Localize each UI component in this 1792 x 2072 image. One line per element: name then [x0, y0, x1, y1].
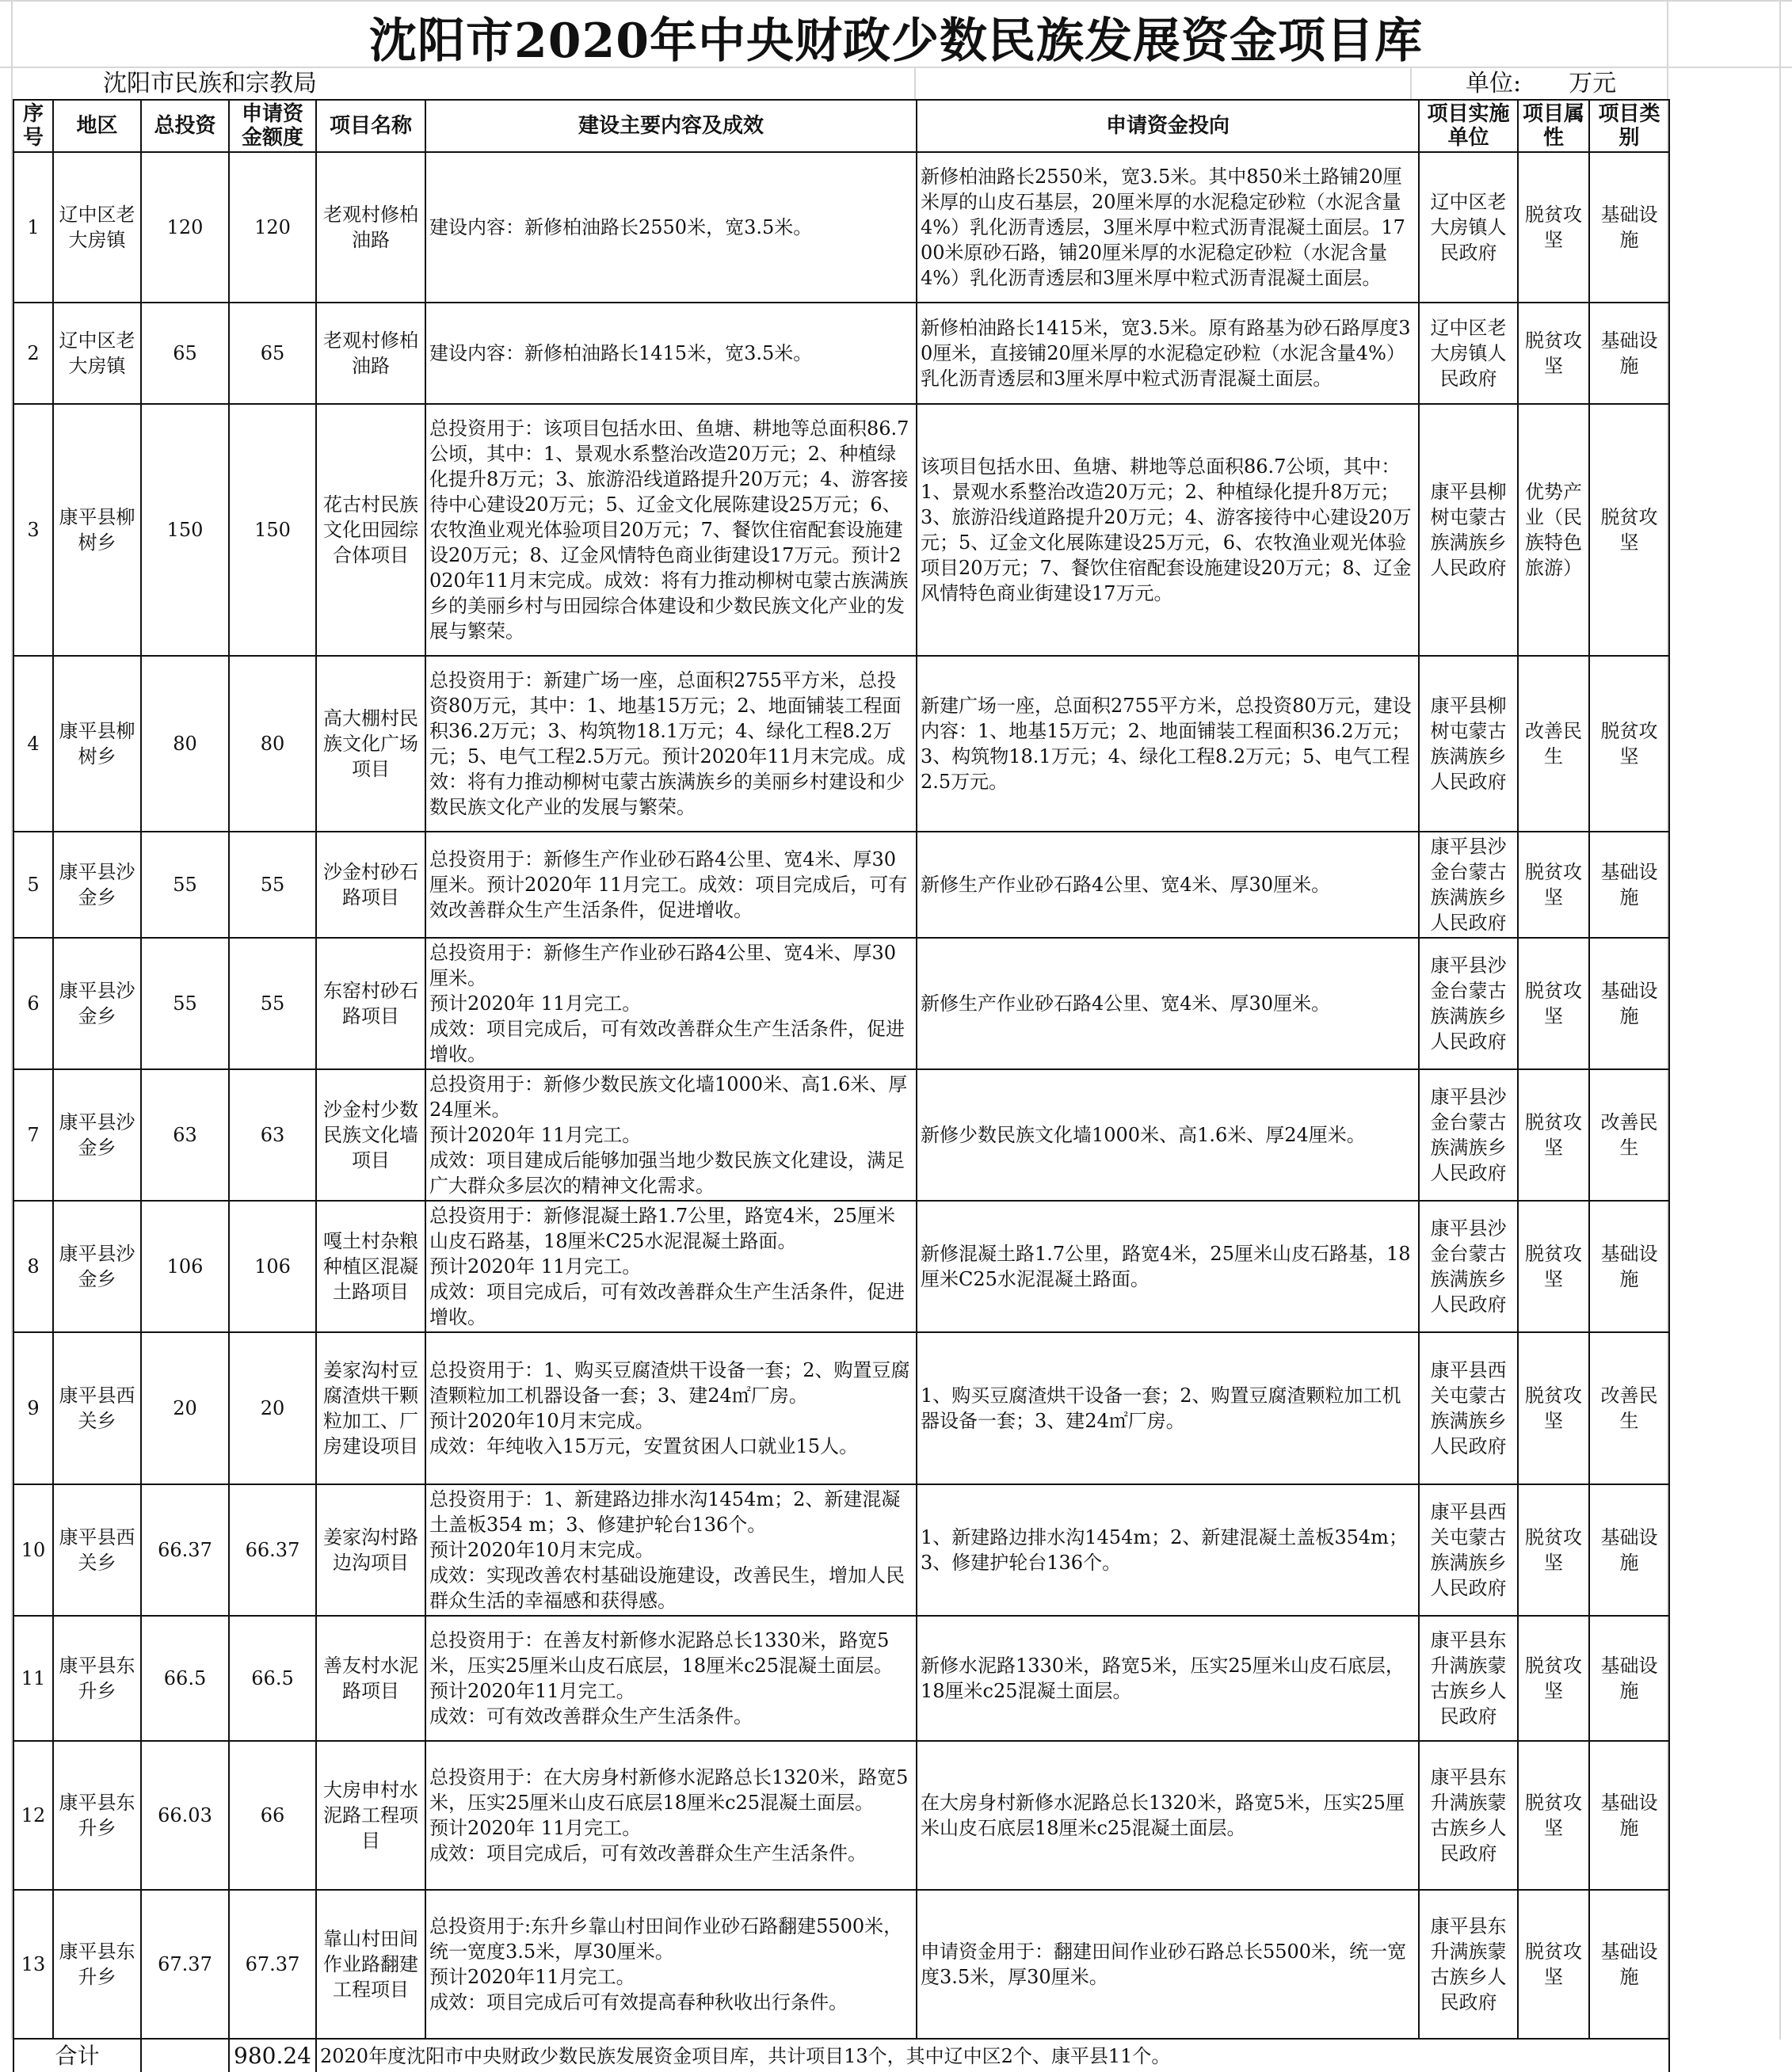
region-cell-text: 康平县沙金乡: [59, 980, 135, 1027]
table-row: [13, 1890, 1669, 2039]
project-name-cell: [316, 656, 425, 832]
implementing-unit-cell-text: 康平县沙金台蒙古族满族乡人民政府: [1430, 954, 1507, 1053]
total-apply: 980.24: [229, 2039, 316, 2072]
region-cell-text: 康平县柳树乡: [59, 506, 135, 554]
content-cell: [425, 1201, 917, 1332]
fund-direction-cell: [917, 1890, 1419, 2039]
apply-amount-cell-text: 120: [254, 216, 291, 238]
total-row: [13, 2039, 1669, 2072]
project-category-cell: [1589, 152, 1669, 303]
region-cell-text: 康平县柳树乡: [59, 720, 135, 767]
apply-amount-cell-text: 80: [260, 733, 285, 755]
region-cell-text: 康平县沙金乡: [59, 1111, 135, 1159]
implementing-unit-cell-text: 辽中区老大房镇人民政府: [1430, 191, 1507, 264]
fund-direction-cell: [917, 1616, 1419, 1741]
row-number-text: 3: [27, 519, 40, 541]
total-investment-cell: [141, 1741, 229, 1890]
header-cell: 项目类别: [1589, 100, 1669, 152]
project-name-cell: [316, 1741, 425, 1890]
project-name-cell: [316, 404, 425, 656]
apply-amount-cell: [229, 1484, 316, 1616]
project-attribute-cell: [1518, 1201, 1589, 1332]
table-row: [13, 1201, 1669, 1332]
region-cell: [53, 656, 141, 832]
row-number: [13, 1616, 53, 1741]
table-row: [13, 656, 1669, 832]
project-category-cell: [1589, 938, 1669, 1069]
project-attribute-cell: [1518, 938, 1589, 1069]
implementing-unit-cell-text: 康平县柳树屯蒙古族满族乡人民政府: [1430, 481, 1507, 579]
project-category-cell: [1589, 1890, 1669, 2039]
implementing-unit-cell: [1419, 938, 1518, 1069]
content-cell: [425, 1616, 917, 1741]
total-investment-cell: [141, 1201, 229, 1332]
project-category-cell: [1589, 832, 1669, 938]
fund-direction-cell-text: 新修混凝土路1.7公里，路宽4米，25厘米山皮石路基，18厘米C25水泥混凝土路面。: [921, 1243, 1411, 1290]
header-cell: 项目实施单位: [1419, 100, 1518, 152]
project-attribute-cell-text: 改善民生: [1525, 720, 1582, 767]
project-name-cell: [316, 1069, 425, 1201]
project-category-cell: [1589, 1332, 1669, 1484]
fund-direction-cell-text: 申请资金用于：翻建田间作业砂石路总长5500米，统一宽度3.5米，厚30厘米。: [921, 1941, 1407, 1988]
apply-amount-cell: [229, 152, 316, 303]
row-number: [13, 1890, 53, 2039]
project-attribute-cell-text: 脱贫攻坚: [1525, 1655, 1582, 1702]
content-cell-text: 总投资用于：新修生产作业砂石路4公里、宽4米、厚30厘米。 预计2020年 11月完工。 成效：项目完成后，可有效改善群众生产生活条件，促进增收。: [429, 942, 905, 1065]
content-cell-text: 总投资用于：新建广场一座，总面积2755平方米，总投资80万元，其中：1、地基15万元；2、地面铺装工程面积36.2万元；3、构筑物18.1万元；4、绿化工程8.2万元；5、电气工程2.5万元。预计2020年11月末完成。成效：将有力推动柳树屯蒙古族满族乡的美丽乡村建设和少数民族文化产业的发展与繁荣。: [429, 669, 906, 818]
project-attribute-cell: [1518, 1069, 1589, 1201]
project-attribute-cell-text: 优势产业（民族特色旅游）: [1525, 481, 1582, 579]
apply-amount-cell-text: 63: [260, 1124, 285, 1146]
total-investment-cell: [141, 152, 229, 303]
apply-amount-cell-text: 65: [260, 342, 285, 364]
content-cell-text: 建设内容：新修柏油路长2550米，宽3.5米。: [429, 216, 813, 238]
apply-amount-cell-text: 66: [260, 1804, 285, 1826]
department-label: 沈阳市民族和宗教局: [103, 70, 317, 97]
header-cell: 建设主要内容及成效: [425, 100, 917, 152]
region-cell-text: 康平县沙金乡: [59, 1243, 135, 1290]
project-attribute-cell-text: 脱贫攻坚: [1525, 1526, 1582, 1574]
implementing-unit-cell: [1419, 1890, 1518, 2039]
header-row: [13, 100, 1669, 152]
implementing-unit-cell: [1419, 656, 1518, 832]
total-investment-cell: [141, 1890, 229, 2039]
apply-amount-cell-text: 20: [260, 1397, 285, 1419]
project-table: [13, 99, 1670, 2072]
implementing-unit-cell-text: 康平县东升满族蒙古族乡人民政府: [1430, 1766, 1507, 1864]
row-number: [13, 152, 53, 303]
project-name-cell: [316, 938, 425, 1069]
implementing-unit-cell-text: 康平县东升满族蒙古族乡人民政府: [1430, 1629, 1507, 1727]
project-name-cell-text: 善友村水泥路项目: [323, 1655, 418, 1702]
region-cell-text: 辽中区老大房镇: [59, 329, 135, 377]
fund-direction-cell-text: 在大房身村新修水泥路总长1320米，路宽5米，压实25厘米山皮石底层18厘米c25混凝土面层。: [921, 1792, 1405, 1839]
row-number-text: 1: [27, 216, 40, 238]
project-name-cell-text: 花古村民族文化田园综合体项目: [323, 493, 418, 566]
project-name-cell: [316, 1332, 425, 1484]
apply-amount-cell: [229, 1890, 316, 2039]
project-category-cell-text: 基础设施: [1600, 861, 1658, 908]
implementing-unit-cell-text: 康平县沙金台蒙古族满族乡人民政府: [1430, 836, 1507, 934]
unit-caption: 单位:: [1466, 70, 1522, 97]
project-category-cell-text: 改善民生: [1600, 1385, 1658, 1432]
region-cell: [53, 1332, 141, 1484]
apply-amount-cell-text: 67.37: [245, 1953, 300, 1975]
table-row: [13, 303, 1669, 404]
table-row: [13, 1332, 1669, 1484]
apply-amount-cell-text: 55: [260, 874, 285, 896]
project-category-cell-text: 基础设施: [1600, 1792, 1658, 1839]
apply-amount-cell-text: 66.5: [251, 1667, 294, 1689]
fund-direction-cell-text: 新修生产作业砂石路4公里、宽4米、厚30厘米。: [921, 992, 1331, 1015]
content-cell-text: 总投资用于：新修少数民族文化墙1000米、高1.6米、厚24厘米。 预计2020年 11月完工。 成效：项目建成后能够加强当地少数民族文化建设，满足广大群众多层次的精神文化需求。: [429, 1073, 908, 1197]
total-investment-cell-text: 66.03: [158, 1804, 212, 1826]
project-category-cell: [1589, 404, 1669, 656]
region-cell: [53, 404, 141, 656]
total-investment-cell: [141, 938, 229, 1069]
row-number-text: 9: [27, 1397, 40, 1419]
row-number-text: 4: [27, 733, 40, 755]
implementing-unit-cell-text: 康平县柳树屯蒙古族满族乡人民政府: [1430, 695, 1507, 793]
apply-amount-cell: [229, 303, 316, 404]
project-name-cell: [316, 832, 425, 938]
region-cell-text: 康平县西关乡: [59, 1526, 135, 1574]
total-investment-cell-text: 106: [166, 1255, 204, 1278]
project-attribute-cell: [1518, 832, 1589, 938]
region-cell: [53, 832, 141, 938]
project-attribute-cell: [1518, 152, 1589, 303]
header-cell: 项目名称: [316, 100, 425, 152]
row-number-text: 12: [21, 1804, 46, 1826]
row-number: [13, 1069, 53, 1201]
table-row: [13, 938, 1669, 1069]
row-number-text: 6: [27, 992, 40, 1015]
total-total-cell: [141, 2039, 229, 2072]
project-category-cell: [1589, 1741, 1669, 1890]
implementing-unit-cell: [1419, 1741, 1518, 1890]
project-attribute-cell: [1518, 303, 1589, 404]
total-investment-cell-text: 66.5: [163, 1667, 207, 1689]
region-cell: [53, 1201, 141, 1332]
content-cell: [425, 152, 917, 303]
project-category-cell: [1589, 1484, 1669, 1616]
implementing-unit-cell: [1419, 1069, 1518, 1201]
region-cell: [53, 938, 141, 1069]
region-cell-text: 康平县西关乡: [59, 1385, 135, 1432]
table-row: [13, 152, 1669, 303]
project-category-cell-text: 改善民生: [1600, 1111, 1658, 1159]
total-investment-cell-text: 150: [166, 519, 204, 541]
project-attribute-cell: [1518, 1616, 1589, 1741]
total-investment-cell-text: 63: [173, 1124, 197, 1146]
project-attribute-cell: [1518, 656, 1589, 832]
row-number-text: 5: [27, 874, 40, 896]
content-cell: [425, 938, 917, 1069]
implementing-unit-cell: [1419, 152, 1518, 303]
row-number: [13, 1332, 53, 1484]
total-investment-cell: [141, 1616, 229, 1741]
page-title: 沈阳市2020年中央财政少数民族发展资金项目库: [369, 13, 1423, 69]
region-cell: [53, 1616, 141, 1741]
total-investment-cell: [141, 1332, 229, 1484]
total-investment-cell: [141, 832, 229, 938]
content-cell-text: 总投资用于：1、新建路边排水沟1454m；2、新建混凝土盖板354 m；3、修建护轮台136个。 预计2020年10月末完成。 成效：实现改善农村基础设施建设，改善民生，增加人民群众生活的幸福感和获得感。: [429, 1488, 905, 1612]
fund-direction-cell-text: 新修柏油路长1415米，宽3.5米。原有路基为砂石路厚度30厘米，直接铺20厘米厚的水泥稳定砂粒（水泥含量4%）乳化沥青透层和3厘米厚中粒式沥青混凝土面层。: [921, 317, 1411, 390]
region-cell-text: 康平县东升乡: [59, 1941, 135, 1988]
total-investment-cell-text: 65: [173, 342, 197, 364]
project-name-cell: [316, 1484, 425, 1616]
fund-direction-cell: [917, 938, 1419, 1069]
header-cell: 总投资: [141, 100, 229, 152]
project-attribute-cell: [1518, 1890, 1589, 2039]
region-cell-text: 康平县东升乡: [59, 1792, 135, 1839]
fund-direction-cell-text: 新修柏油路长2550米，宽3.5米。其中850米土路铺20厘米厚的山皮石基层，20厘米厚的水泥稳定砂粒（水泥含量4%）乳化沥青透层，3厘米厚中粒式沥青混凝土面层。1700米原砂石路，铺20厘米厚的水泥稳定砂粒（水泥含量4%）乳化沥青透层和3厘米厚中粒式沥青混凝土面层。: [921, 166, 1405, 289]
fund-direction-cell-text: 该项目包括水田、鱼塘、耕地等总面积86.7公顷，其中：1、景观水系整治改造20万元；2、种植绿化提升8万元；3、旅游沿线道路提升20万元；4、游客接待中心建设20万元；5、辽金文化展陈建设25万元，6、农牧渔业观光体验项目20万元；7、餐饮住宿配套设施建设20万元；8、辽金风情特色商业街建设17万元。: [921, 455, 1412, 604]
apply-amount-cell: [229, 656, 316, 832]
total-investment-cell-text: 66.37: [158, 1539, 212, 1561]
project-attribute-cell-text: 脱贫攻坚: [1525, 1385, 1582, 1432]
project-attribute-cell: [1518, 1741, 1589, 1890]
content-cell-text: 总投资用于：该项目包括水田、鱼塘、耕地等总面积86.7公顷，其中：1、景观水系整治改造20万元；2、种植绿化提升8万元；3、旅游沿线道路提升20万元；4、游客接待中心建设20万元；5、辽金文化展陈建设25万元；6、农牧渔业观光体验项目20万元；7、餐饮住宿配套设施建设20万元；8、辽金风情特色商业街建设17万元。预计2020年11月末完成。成效：将有力推动柳树屯蒙古族满族乡的美丽乡村与田园综合体建设和少数民族文化产业的发展与繁荣。: [429, 417, 909, 642]
content-cell-text: 总投资用于：新修生产作业砂石路4公里、宽4米、厚30厘米。预计2020年 11月完工。成效：项目完成后，可有效改善群众生产生活条件，促进增收。: [429, 848, 908, 921]
implementing-unit-cell: [1419, 1616, 1518, 1741]
fund-direction-cell-text: 1、购买豆腐渣烘干设备一套；2、购置豆腐渣颗粒加工机器设备一套；3、建24㎡厂房。: [921, 1385, 1401, 1432]
content-cell: [425, 303, 917, 404]
content-cell-text: 总投资用于：在大房身村新修水泥路总长1320米，路宽5米，压实25厘米山皮石底层18厘米c25混凝土面层。 预计2020年 11月完工。 成效：项目完成后，可有效改善群众生产生活条件。: [429, 1766, 909, 1864]
project-attribute-cell-text: 脱贫攻坚: [1525, 1243, 1582, 1290]
header-cell: 申请资金额度: [229, 100, 316, 152]
region-cell-text: 辽中区老大房镇: [59, 204, 135, 251]
implementing-unit-cell-text: 康平县沙金台蒙古族满族乡人民政府: [1430, 1217, 1507, 1316]
project-attribute-cell-text: 脱贫攻坚: [1525, 329, 1582, 377]
header-cell: 地区: [53, 100, 141, 152]
row-number: [13, 832, 53, 938]
fund-direction-cell: [917, 1201, 1419, 1332]
project-category-cell-text: 基础设施: [1600, 329, 1658, 377]
row-number: [13, 404, 53, 656]
project-attribute-cell: [1518, 1332, 1589, 1484]
project-category-cell: [1589, 656, 1669, 832]
project-category-cell: [1589, 1616, 1669, 1741]
project-attribute-cell-text: 脱贫攻坚: [1525, 1792, 1582, 1839]
row-number: [13, 656, 53, 832]
total-investment-cell-text: 55: [173, 992, 197, 1015]
region-cell: [53, 1741, 141, 1890]
header-cell: 申请资金投向: [917, 100, 1419, 152]
content-cell-text: 总投资用于：在善友村新修水泥路总长1330米，路宽5米，压实25厘米山皮石底层，18厘米c25混凝土面层。 预计2020年11月完工。 成效：可有效改善群众生产生活条件。: [429, 1629, 894, 1727]
apply-amount-cell-text: 66.37: [245, 1539, 300, 1561]
apply-amount-cell: [229, 1332, 316, 1484]
row-number-text: 7: [27, 1124, 40, 1146]
content-cell: [425, 1741, 917, 1890]
project-name-cell-text: 大房申村水泥路工程项目: [323, 1779, 418, 1852]
region-cell: [53, 152, 141, 303]
total-investment-cell: [141, 1484, 229, 1616]
table-row: [13, 832, 1669, 938]
fund-direction-cell-text: 1、新建路边排水沟1454m；2、新建混凝土盖板354m；3、修建护轮台136个。: [921, 1526, 1408, 1574]
apply-amount-cell: [229, 832, 316, 938]
fund-direction-cell: [917, 152, 1419, 303]
row-number: [13, 1484, 53, 1616]
region-cell: [53, 1890, 141, 2039]
row-number-text: 2: [27, 342, 40, 364]
project-attribute-cell-text: 脱贫攻坚: [1525, 204, 1582, 251]
fund-direction-cell-text: 新修生产作业砂石路4公里、宽4米、厚30厘米。: [921, 874, 1331, 896]
project-attribute-cell: [1518, 1484, 1589, 1616]
region-cell-text: 康平县沙金乡: [59, 861, 135, 908]
implementing-unit-cell-text: 康平县沙金台蒙古族满族乡人民政府: [1430, 1086, 1507, 1184]
total-investment-cell-text: 67.37: [158, 1953, 212, 1975]
project-category-cell-text: 脱贫攻坚: [1600, 720, 1658, 767]
total-investment-cell-text: 20: [173, 1397, 197, 1419]
total-investment-cell: [141, 404, 229, 656]
fund-direction-cell: [917, 1484, 1419, 1616]
implementing-unit-cell: [1419, 303, 1518, 404]
content-cell-text: 总投资用于：新修混凝土路1.7公里，路宽4米，25厘米山皮石路基，18厘米C25水泥混凝土路面。 预计2020年 11月完工。 成效：项目完成后，可有效改善群众生产生活条件，促进增收。: [429, 1205, 905, 1328]
project-attribute-cell-text: 脱贫攻坚: [1525, 861, 1582, 908]
table-row: [13, 1741, 1669, 1890]
project-name-cell-text: 嘎土村杂粮种植区混凝土路项目: [323, 1230, 418, 1303]
fund-direction-cell: [917, 404, 1419, 656]
content-cell: [425, 832, 917, 938]
project-attribute-cell-text: 脱贫攻坚: [1525, 980, 1582, 1027]
content-cell: [425, 1890, 917, 2039]
project-name-cell-text: 沙金村砂石路项目: [323, 861, 418, 908]
project-category-cell-text: 基础设施: [1600, 980, 1658, 1027]
project-name-cell: [316, 1890, 425, 2039]
implementing-unit-cell: [1419, 404, 1518, 656]
total-investment-cell-text: 120: [166, 216, 204, 238]
content-cell-text: 建设内容：新修柏油路长1415米，宽3.5米。: [429, 342, 813, 364]
project-name-cell-text: 老观村修柏油路: [323, 204, 418, 251]
header-cell: 项目属性: [1518, 100, 1589, 152]
row-number: [13, 303, 53, 404]
content-cell: [425, 1069, 917, 1201]
total-investment-cell: [141, 1069, 229, 1201]
implementing-unit-cell-text: 辽中区老大房镇人民政府: [1430, 317, 1507, 390]
project-category-cell-text: 基础设施: [1600, 1655, 1658, 1702]
region-cell: [53, 1484, 141, 1616]
content-cell: [425, 656, 917, 832]
project-name-cell-text: 姜家沟村豆腐渣烘干颗粒加工、厂房建设项目: [323, 1359, 418, 1457]
content-cell-text: 总投资用于：1、购买豆腐渣烘干设备一套；2、购置豆腐渣颗粒加工机器设备一套；3、建24㎡厂房。 预计2020年10月末完成。 成效：年纯收入15万元，安置贫困人口就业15人。: [429, 1359, 910, 1457]
project-category-cell-text: 基础设施: [1600, 1243, 1658, 1290]
implementing-unit-cell-text: 康平县西关屯蒙古族满族乡人民政府: [1430, 1359, 1507, 1457]
row-number-text: 8: [27, 1255, 40, 1278]
content-cell: [425, 1332, 917, 1484]
project-name-cell-text: 高大棚村民族文化广场项目: [323, 707, 418, 780]
implementing-unit-cell-text: 康平县东升满族蒙古族乡人民政府: [1430, 1915, 1507, 2013]
implementing-unit-cell: [1419, 1201, 1518, 1332]
fund-direction-cell: [917, 1332, 1419, 1484]
table-row: [13, 1484, 1669, 1616]
implementing-unit-cell-text: 康平县西关屯蒙古族满族乡人民政府: [1430, 1501, 1507, 1599]
fund-direction-cell-text: 新修少数民族文化墙1000米、高1.6米、厚24厘米。: [921, 1124, 1366, 1146]
fund-direction-cell: [917, 1069, 1419, 1201]
fund-direction-cell: [917, 656, 1419, 832]
total-label: 合计: [13, 2039, 141, 2072]
project-category-cell: [1589, 303, 1669, 404]
project-name-cell-text: 沙金村少数民族文化墙项目: [323, 1099, 418, 1171]
project-name-cell: [316, 1201, 425, 1332]
project-attribute-cell-text: 脱贫攻坚: [1525, 1941, 1582, 1988]
project-category-cell-text: 基础设施: [1600, 1526, 1658, 1574]
apply-amount-cell-text: 150: [254, 519, 291, 541]
row-number: [13, 938, 53, 1069]
implementing-unit-cell: [1419, 1332, 1518, 1484]
table-row: [13, 1069, 1669, 1201]
total-investment-cell-text: 80: [173, 733, 197, 755]
row-number: [13, 1741, 53, 1890]
project-category-cell-text: 基础设施: [1600, 1941, 1658, 1988]
project-name-cell-text: 老观村修柏油路: [323, 329, 418, 377]
region-cell-text: 康平县东升乡: [59, 1655, 135, 1702]
implementing-unit-cell: [1419, 832, 1518, 938]
row-number-text: 11: [21, 1667, 46, 1689]
project-category-cell: [1589, 1201, 1669, 1332]
region-cell: [53, 1069, 141, 1201]
row-number-text: 13: [21, 1953, 46, 1975]
total-investment-cell: [141, 656, 229, 832]
table-row: [13, 404, 1669, 656]
region-cell: [53, 303, 141, 404]
project-category-cell-text: 脱贫攻坚: [1600, 506, 1658, 554]
row-number-text: 10: [21, 1539, 46, 1561]
project-category-cell-text: 基础设施: [1600, 204, 1658, 251]
total-investment-cell: [141, 303, 229, 404]
fund-direction-cell: [917, 303, 1419, 404]
content-cell: [425, 1484, 917, 1616]
apply-amount-cell-text: 106: [254, 1255, 291, 1278]
apply-amount-cell: [229, 1069, 316, 1201]
project-attribute-cell: [1518, 404, 1589, 656]
project-name-cell-text: 靠山村田间作业路翻建工程项目: [323, 1928, 418, 2001]
apply-amount-cell: [229, 1616, 316, 1741]
project-name-cell: [316, 303, 425, 404]
fund-direction-cell-text: 新建广场一座，总面积2755平方米，总投资80万元，建设内容：1、地基15万元；2、地面铺装工程面积36.2万元；3、构筑物18.1万元；4、绿化工程8.2万元；5、电气工程2.5万元。: [921, 695, 1412, 793]
unit-label: [1466, 68, 1616, 100]
fund-direction-cell-text: 新修水泥路1330米，路宽5米，压实25厘米山皮石底层，18厘米c25混凝土面层。: [921, 1655, 1405, 1702]
table-row: [13, 1616, 1669, 1741]
apply-amount-cell: [229, 1201, 316, 1332]
apply-amount-cell: [229, 938, 316, 1069]
implementing-unit-cell: [1419, 1484, 1518, 1616]
project-name-cell-text: 姜家沟村路边沟项目: [323, 1526, 418, 1574]
header-cell: 序号: [13, 100, 53, 152]
project-name-cell: [316, 152, 425, 303]
apply-amount-cell: [229, 404, 316, 656]
project-name-cell-text: 东窑村砂石路项目: [323, 980, 418, 1027]
content-cell-text: 总投资用于:东升乡靠山村田间作业砂石路翻建5500米，统一宽度3.5米，厚30厘米。 预计2020年11月完工。 成效：项目完成后可有效提高春种秋收出行条件。: [429, 1915, 903, 2013]
project-attribute-cell-text: 脱贫攻坚: [1525, 1111, 1582, 1159]
fund-direction-cell: [917, 832, 1419, 938]
total-note: 2020年度沈阳市中央财政少数民族发展资金项目库，共计项目13个，其中辽中区2个、康平县11个。: [316, 2039, 1669, 2072]
row-number: [13, 1201, 53, 1332]
apply-amount-cell-text: 55: [260, 992, 285, 1015]
project-category-cell: [1589, 1069, 1669, 1201]
total-investment-cell-text: 55: [173, 874, 197, 896]
apply-amount-cell: [229, 1741, 316, 1890]
fund-direction-cell: [917, 1741, 1419, 1890]
project-name-cell: [316, 1616, 425, 1741]
content-cell: [425, 404, 917, 656]
unit-value: 万元: [1569, 70, 1617, 97]
